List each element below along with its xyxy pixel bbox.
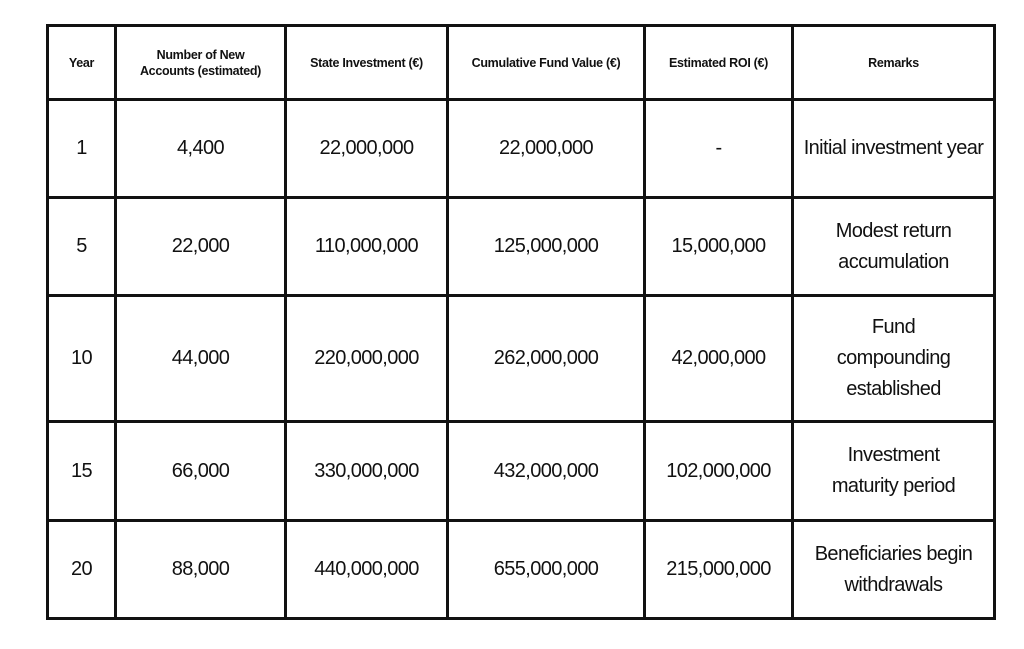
cell-new-accounts: 22,000: [116, 198, 286, 296]
header-state-investment: State Investment (€): [286, 26, 448, 100]
table-row: [48, 296, 995, 422]
cell-year: 5: [48, 198, 116, 296]
cell-cumulative-fund-value: 432,000,000: [448, 422, 645, 521]
cell-estimated-roi: 215,000,000: [645, 521, 793, 619]
cell-estimated-roi: 102,000,000: [645, 422, 793, 521]
cell-year: 1: [48, 100, 116, 198]
cell-state-investment: 220,000,000: [286, 296, 448, 422]
cell-estimated-roi: 42,000,000: [645, 296, 793, 422]
cell-year: 20: [48, 521, 116, 619]
table-row: [48, 100, 995, 198]
cell-year: 15: [48, 422, 116, 521]
table-row: [48, 422, 995, 521]
cell-new-accounts: 4,400: [116, 100, 286, 198]
cell-remarks: Fund compounding established: [793, 296, 995, 422]
cell-new-accounts: 88,000: [116, 521, 286, 619]
header-cumulative-fund-value: Cumulative Fund Value (€): [448, 26, 645, 100]
cell-cumulative-fund-value: 262,000,000: [448, 296, 645, 422]
header-year: Year: [48, 26, 116, 100]
cell-state-investment: 22,000,000: [286, 100, 448, 198]
table-header-row: [48, 26, 995, 100]
cell-state-investment: 330,000,000: [286, 422, 448, 521]
cell-remarks: Beneficiaries begin withdrawals: [793, 521, 995, 619]
cell-remarks: Initial investment year: [793, 100, 995, 198]
cell-state-investment: 110,000,000: [286, 198, 448, 296]
cell-remarks: Modest return accumulation: [793, 198, 995, 296]
cell-cumulative-fund-value: 22,000,000: [448, 100, 645, 198]
table-row: [48, 198, 995, 296]
cell-new-accounts: 44,000: [116, 296, 286, 422]
cell-year: 10: [48, 296, 116, 422]
header-remarks: Remarks: [793, 26, 995, 100]
cell-cumulative-fund-value: 655,000,000: [448, 521, 645, 619]
cell-remarks: Investment maturity period: [793, 422, 995, 521]
cell-estimated-roi: 15,000,000: [645, 198, 793, 296]
cell-cumulative-fund-value: 125,000,000: [448, 198, 645, 296]
header-new-accounts: Number of New Accounts (estimated): [116, 26, 286, 100]
cell-state-investment: 440,000,000: [286, 521, 448, 619]
investment-projection-table: [46, 24, 996, 620]
table-row: [48, 521, 995, 619]
cell-estimated-roi: -: [645, 100, 793, 198]
cell-new-accounts: 66,000: [116, 422, 286, 521]
header-estimated-roi: Estimated ROI (€): [645, 26, 793, 100]
